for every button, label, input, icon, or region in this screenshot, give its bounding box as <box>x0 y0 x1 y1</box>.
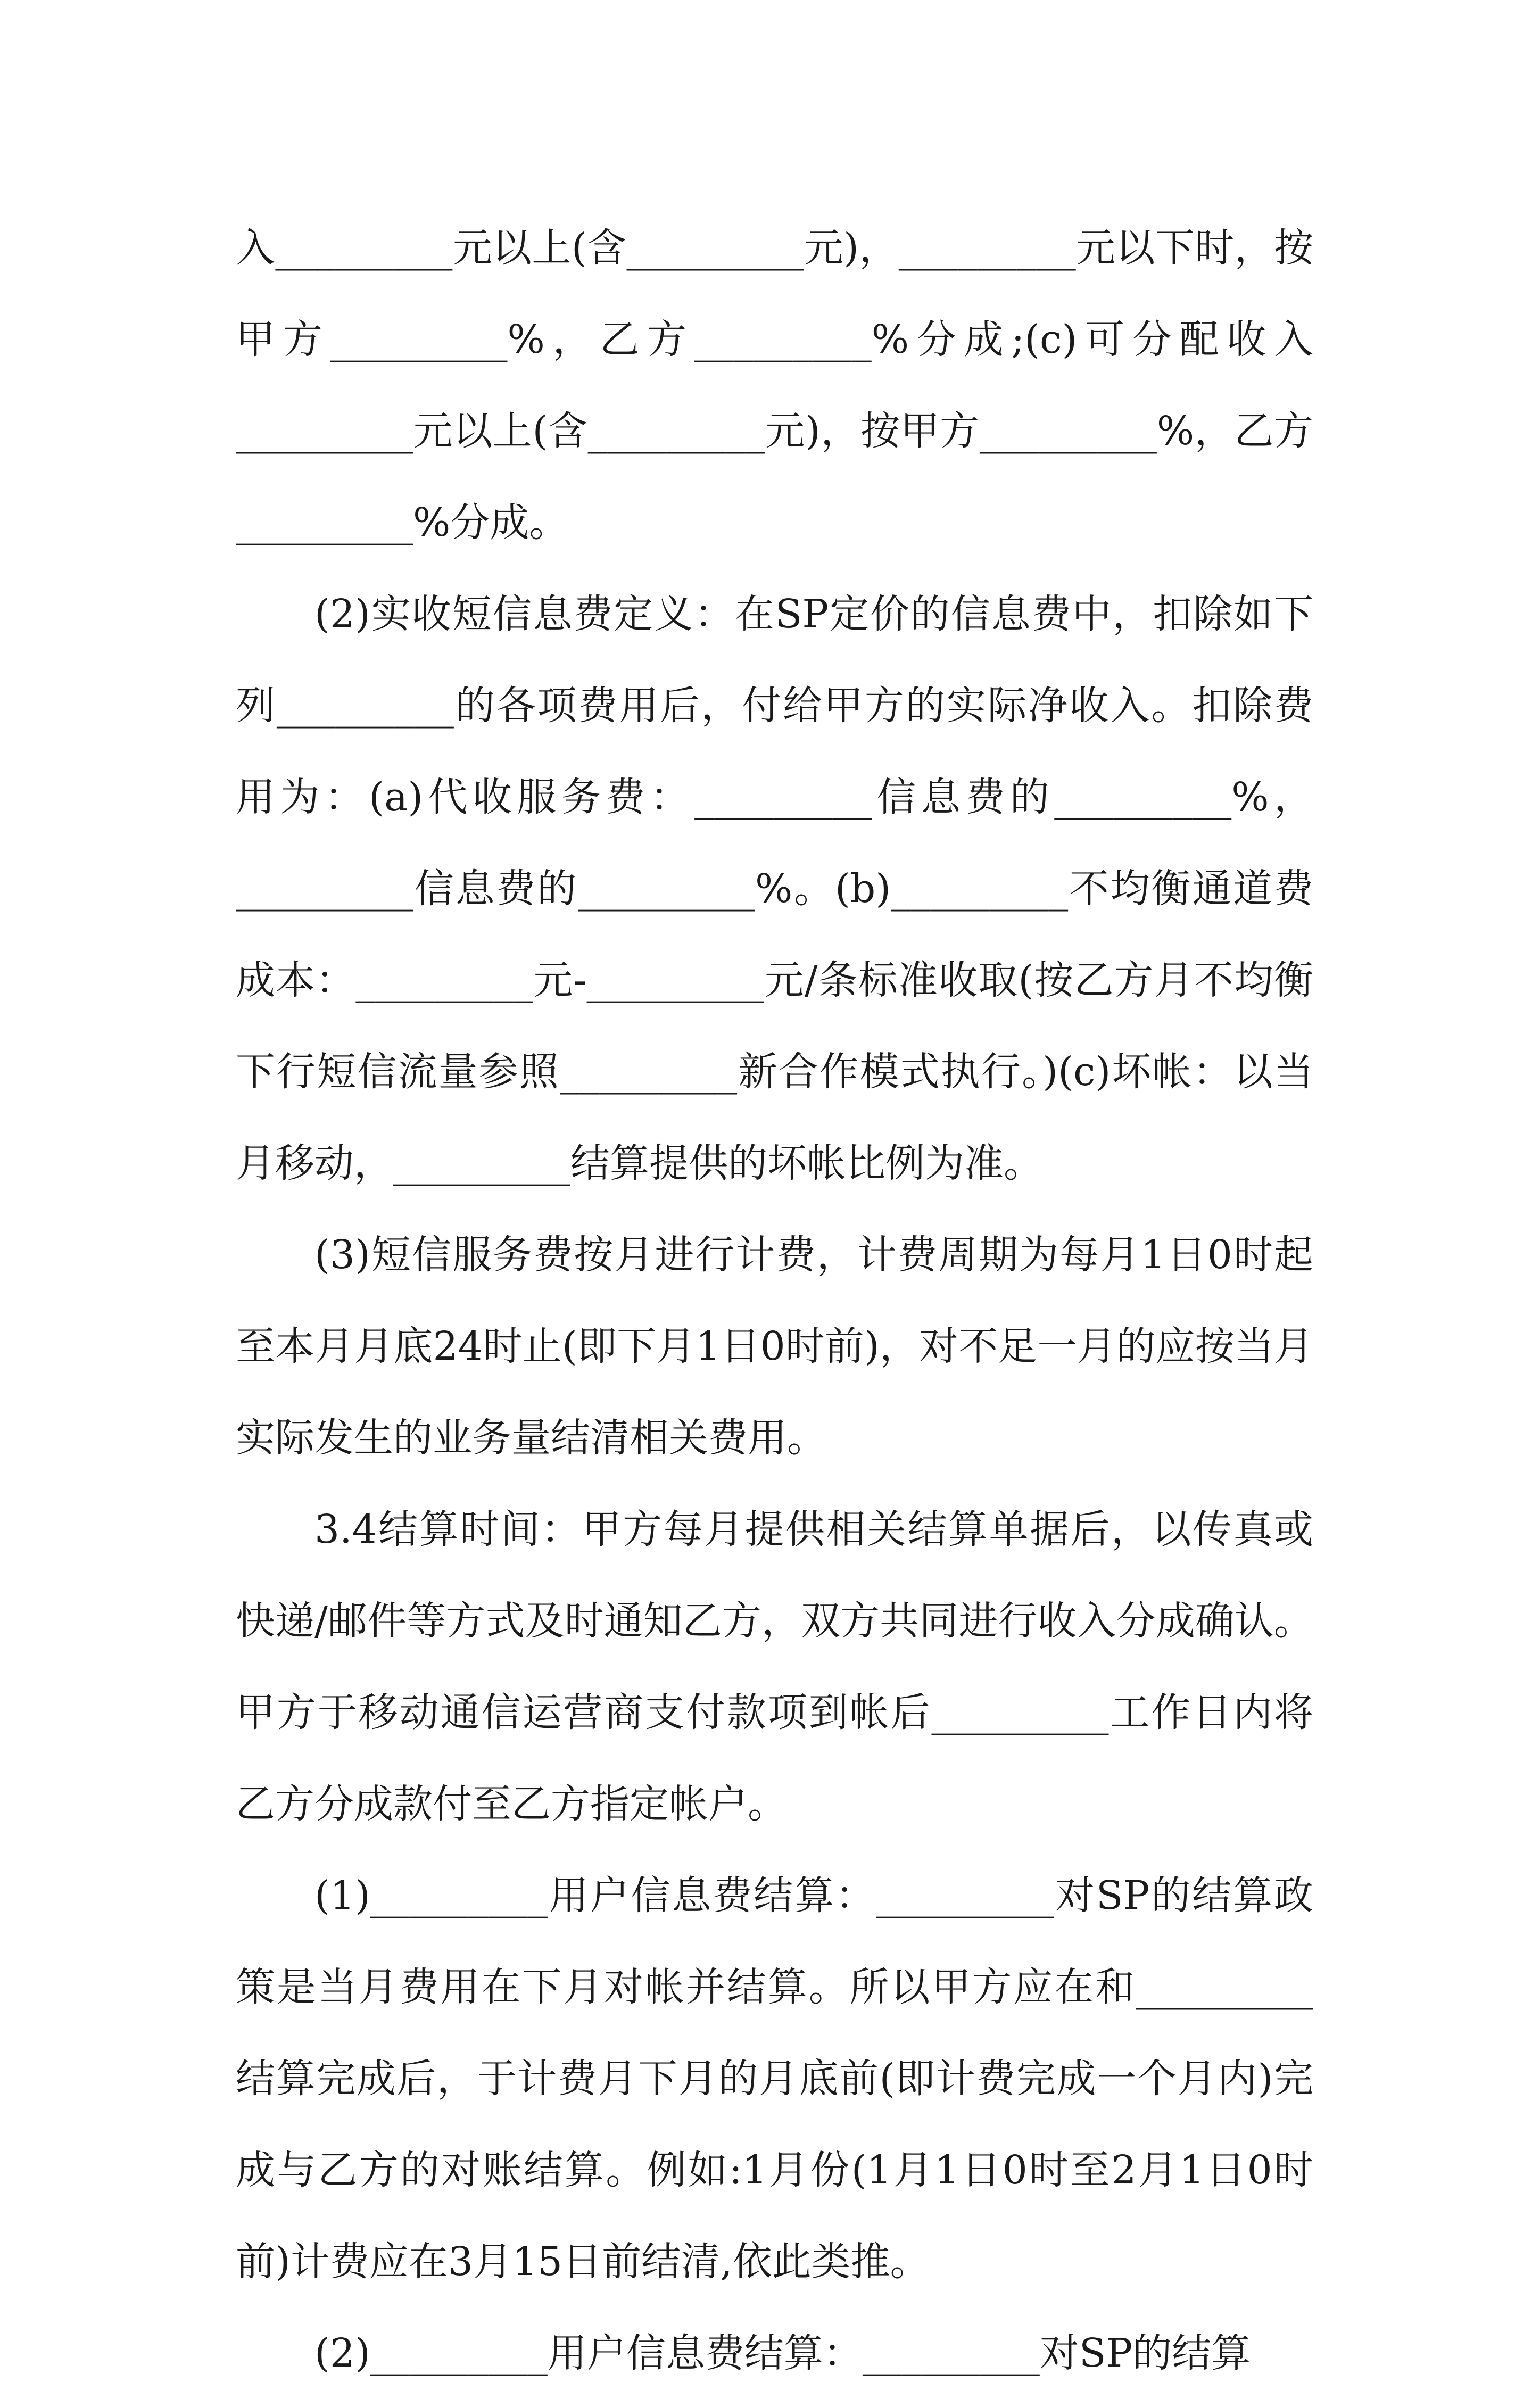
document-body <box>236 202 1313 2399</box>
paragraph-sms-fee-definition: (2)实收短信息费定义：在SP定价的信息费中，扣除如下列_________的各项费用后，付给甲方的实际净收入。扣除费用为：(a)代收服务费：_________信息费的_________%，_________信息费的_________%。(b)_________不均衡通道费成本：_________元-_________元/条标准收取(按乙方月不均衡下行短信流量参照_________新合作模式执行。)(c)坏帐：以当月移动，_________结算提供的坏帐比例为准。 <box>236 591 1313 1186</box>
paragraph-settlement-time: 3.4结算时间：甲方每月提供相关结算单据后，以传真或快递/邮件等方式及时通知乙方，双方共同进行收入分成确认。甲方于移动通信运营商支付款项到帐后_________工作日内将乙方分成款付至乙方指定帐户。 <box>236 1507 1313 1827</box>
paragraph-user-fee-settlement-2: (2)_________用户信息费结算：_________对SP的结算 <box>314 2330 1251 2376</box>
paragraph-revenue-share-tiers: 入_________元以上(含_________元)，_________元以下时，按甲方_________%，乙方_________%分成;(c)可分配收入_________元以上(含_________元)，按甲方_________%，乙方_________%分成。 <box>236 225 1313 545</box>
paragraph-billing-cycle: (3)短信服务费按月进行计费，计费周期为每月1日0时起至本月月底24时止(即下月1日0时前)，对不足一月的应按当月实际发生的业务量结清相关费用。 <box>236 1232 1313 1461</box>
paragraph-user-fee-settlement-1: (1)_________用户信息费结算：_________对SP的结算政策是当月费用在下月对帐并结算。所以甲方应在和_________结算完成后，于计费月下月的月底前(即计费完成一个月内)完成与乙方的对账结算。例如:1月份(1月1日0时至2月1日0时前)计费应在3月15日前结清,依此类推。 <box>236 1873 1313 2285</box>
